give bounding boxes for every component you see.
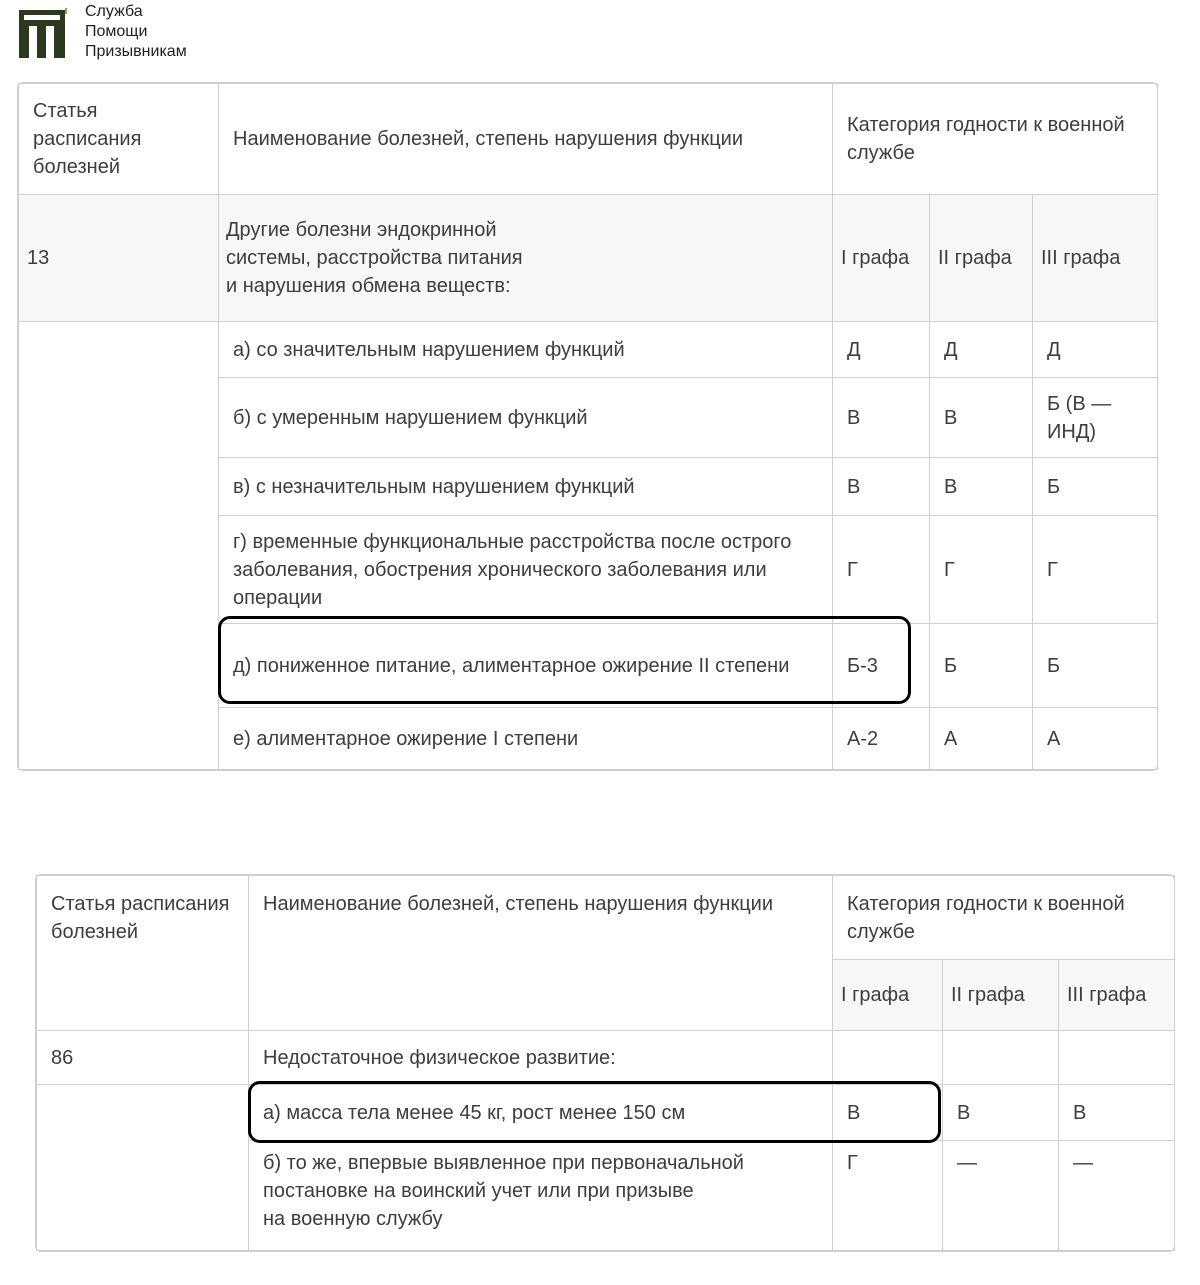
row-name: а) масса тела менее 45 кг, рост менее 150 см: [249, 1085, 833, 1141]
row-g2: [943, 1031, 1059, 1085]
row-g2: Г: [930, 516, 1033, 624]
header-name: Наименование болезней, степень нарушения функции: [249, 876, 833, 1031]
row-g2: А: [930, 708, 1033, 770]
article-empty: [37, 1085, 249, 1251]
section-title-line: Другие болезни эндокринной: [226, 219, 497, 241]
header-category: Категория годности к военной службе: [833, 84, 1158, 195]
row-g1: В: [833, 458, 930, 516]
row-g1: В: [833, 1085, 943, 1141]
section-title-line: и нарушения обмена веществ:: [226, 275, 511, 297]
table-row: [19, 322, 1158, 378]
logo-line: Призывникам: [85, 43, 187, 60]
grafa-2: II графа: [943, 960, 1059, 1031]
row-g1: Б-3: [833, 624, 930, 708]
grafa-2: II графа: [930, 195, 1033, 322]
article-number: 86: [37, 1031, 249, 1085]
header-name: Наименование болезней, степень нарушения функции: [219, 84, 833, 195]
row-g1: Г: [833, 1141, 943, 1251]
row-name: е) алиментарное ожирение I степени: [219, 708, 833, 770]
header-article: Статья расписания болезней: [19, 84, 219, 195]
grafa-1: I графа: [833, 960, 943, 1031]
row-g3: Б: [1033, 458, 1158, 516]
row-g1: Г: [833, 516, 930, 624]
section-title: Недостаточное физическое развитие:: [249, 1031, 833, 1085]
row-name: в) с незначительным нарушением функций: [219, 458, 833, 516]
section-title: [219, 195, 833, 322]
grafa-3: III графа: [1059, 960, 1175, 1031]
disease-table-13: [18, 83, 1158, 770]
row-g1: Д: [833, 322, 930, 378]
row-name: г) временные функциональные расстройства после острого заболевания, обострения хронического заболевания или операции: [219, 516, 833, 624]
row-g3: [1059, 1031, 1175, 1085]
header-article: Статья расписания болезней: [37, 876, 249, 1031]
row-name-line: на военную службу: [263, 1208, 443, 1230]
row-g3: Д: [1033, 322, 1158, 378]
row-g2: В: [930, 458, 1033, 516]
article-empty: [19, 322, 219, 770]
row-g2: В: [930, 378, 1033, 458]
logo[interactable]: [19, 0, 199, 64]
logo-line: Служба: [85, 3, 143, 20]
row-g1: [833, 1031, 943, 1085]
row-name: а) со значительным нарушением функций: [219, 322, 833, 378]
row-g1: А-2: [833, 708, 930, 770]
row-name: д) пониженное питание, алиментарное ожирение II степени: [219, 624, 833, 708]
row-name: [249, 1141, 833, 1251]
grafa-3: III графа: [1033, 195, 1158, 322]
row-g1: В: [833, 378, 930, 458]
row-g3: Б: [1033, 624, 1158, 708]
logo-text: [85, 2, 187, 62]
row-g3: Б (В — ИНД): [1033, 378, 1158, 458]
row-name: б) с умеренным нарушением функций: [219, 378, 833, 458]
logo-line: Помощи: [85, 23, 148, 40]
row-g2: —: [943, 1141, 1059, 1251]
row-name-line: постановке на воинский учет или при призыве: [263, 1180, 694, 1202]
row-g2: Д: [930, 322, 1033, 378]
row-g3: Г: [1033, 516, 1158, 624]
row-g2: Б: [930, 624, 1033, 708]
disease-table-86: [36, 875, 1175, 1251]
header-category: Категория годности к военной службе: [833, 876, 1175, 960]
section-title-line: системы, расстройства питания: [226, 247, 523, 269]
row-g3: В: [1059, 1085, 1175, 1141]
row-g3: А: [1033, 708, 1158, 770]
row-g3: —: [1059, 1141, 1175, 1251]
row-name-line: б) то же, впервые выявленное при первоначальной: [263, 1152, 744, 1174]
logo-mark-icon: [19, 8, 67, 60]
table-row-highlighted: [37, 1085, 1175, 1141]
article-number: 13: [19, 195, 219, 322]
row-g2: В: [943, 1085, 1059, 1141]
grafa-1: I графа: [833, 195, 930, 322]
